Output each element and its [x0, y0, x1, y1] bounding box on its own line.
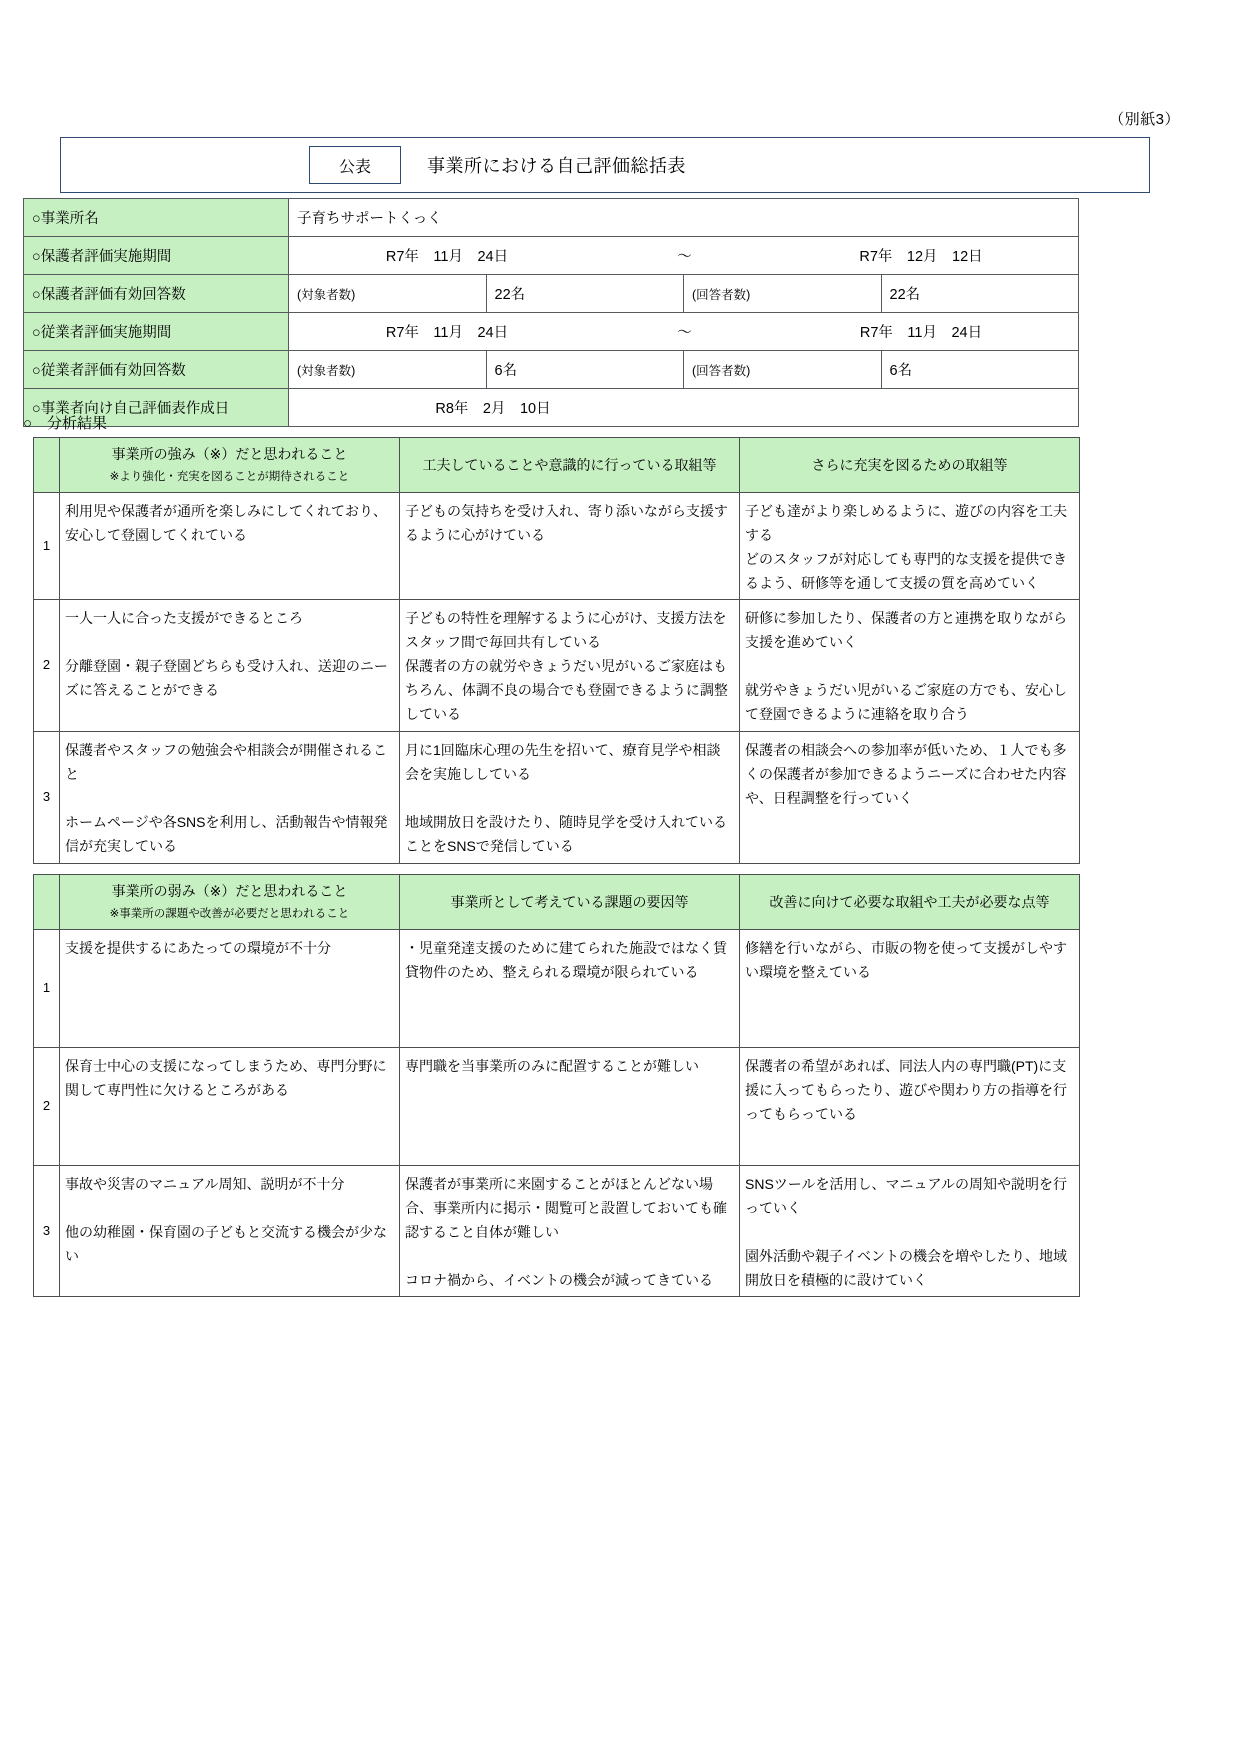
- weaknesses-header-col-c: 改善に向けて必要な取組や工夫が必要な点等: [740, 875, 1080, 930]
- guardian-target-value: 22名: [486, 275, 684, 313]
- info-label-creation-date: ○事業者向け自己評価表作成日: [24, 389, 289, 427]
- weaknesses-text: 保護者が事業所に来園することがほとんどない場合、事業所内に掲示・閲覧可と設置しておいても確認すること自体が難しい: [405, 1175, 727, 1240]
- table-row: [24, 275, 1079, 313]
- weaknesses-cell-cause: [400, 1047, 740, 1165]
- info-value-facility-name: 子育ちサポートくっく: [289, 199, 1079, 237]
- weaknesses-text: ・児童発達支援のために建てられた施設ではなく賃貸物件のため、整えられる環境が限られている: [405, 939, 727, 980]
- strengths-text: 保護者の相談会への参加率が低いため、１人でも多くの保護者が参加できるようニーズに合わせた内容や、日程調整を行っていく: [745, 741, 1067, 806]
- creation-date-value: R8年 2月 10日: [435, 401, 551, 417]
- weaknesses-cell-improvement: [740, 1165, 1080, 1296]
- strengths-cell-efforts: [400, 731, 740, 863]
- analysis-section-label: ○ 分析結果: [23, 415, 108, 432]
- weaknesses-text: 保育士中心の支援になってしまうため、専門分野に関して専門性に欠けるところがある: [65, 1057, 387, 1098]
- strengths-text: 利用児や保護者が通所を楽しみにしてくれており、安心して登園してくれている: [65, 502, 387, 543]
- table-row: [24, 199, 1079, 237]
- weaknesses-text: SNSツールを活用し、マニュアルの周知や説明を行っていく: [745, 1175, 1067, 1216]
- info-label-staff-period: ○従業者評価実施期間: [24, 313, 289, 351]
- weaknesses-header-col-a-sub: ※事業所の課題や改善が必要だと思われること: [109, 908, 350, 921]
- weaknesses-cell-weakness: [60, 1165, 400, 1296]
- strengths-header-col-a-main: 事業所の強み（※）だと思われること: [111, 446, 348, 462]
- table-header-row: [34, 438, 1080, 493]
- weaknesses-cell-improvement: [740, 929, 1080, 1047]
- strengths-text: 研修に参加したり、保護者の方と連携を取りながら支援を進めていく: [745, 610, 1067, 651]
- strengths-text: 一人一人に合った支援ができるところ: [65, 610, 303, 627]
- weaknesses-cell-improvement: [740, 1047, 1080, 1165]
- staff-period-tilde: ～: [677, 325, 692, 341]
- page-title: 事業所における自己評価総括表: [427, 156, 686, 176]
- strengths-table: [33, 437, 1080, 864]
- weaknesses-text: 園外活動や親子イベントの機会を増やしたり、地域開放日を積極的に設けていく: [745, 1248, 1067, 1289]
- strengths-text: 就労やきょうだい児がいるご家庭の方でも、安心して登園できるように連絡を取り合う: [745, 682, 1067, 723]
- info-value-creation-date: [289, 389, 1079, 427]
- strengths-cell-efforts: [400, 600, 740, 731]
- weaknesses-header-col-a-main: 事業所の弱み（※）だと思われること: [111, 883, 348, 899]
- strengths-text: どのスタッフが対応しても専門的な支援を提供できるよう、研修等を通して支援の質を高めていく: [745, 551, 1067, 592]
- strengths-text: 子どもの気持ちを受け入れ、寄り添いながら支援するように心がけている: [405, 502, 728, 543]
- guardian-period-tilde: ～: [677, 249, 692, 265]
- strengths-header-col-c: さらに充実を図るための取組等: [740, 438, 1080, 493]
- weaknesses-text: 支援を提供するにあたっての環境が不十分: [65, 939, 331, 956]
- weaknesses-row-number: 2: [34, 1047, 60, 1165]
- staff-respondent-value: 6名: [881, 351, 1079, 389]
- weaknesses-header-col-a: [60, 875, 400, 930]
- weaknesses-text: 他の幼稚園・保育園の子どもと交流する機会が少ない: [65, 1224, 387, 1265]
- weaknesses-text: 専門職を当事業所のみに配置することが難しい: [405, 1057, 699, 1074]
- strengths-cell-improvements: [740, 731, 1080, 863]
- info-label-facility-name: ○事業所名: [24, 199, 289, 237]
- strengths-text: 月に1回臨床心理の先生を招いて、療育見学や相談会を実施ししている: [405, 741, 721, 782]
- guardian-period-end: R7年 12月 12日: [859, 249, 983, 265]
- title-banner: [60, 137, 1150, 193]
- strengths-header-col-a-sub: ※より強化・充実を図ることが期待されること: [109, 471, 350, 484]
- weaknesses-text: コロナ禍から、イベントの機会が減ってきている: [405, 1272, 713, 1289]
- info-label-guardian-responses: ○保護者評価有効回答数: [24, 275, 289, 313]
- strengths-header-num: [34, 438, 60, 493]
- info-value-staff-period: [289, 313, 1079, 351]
- staff-target-label: (対象者数): [289, 351, 487, 389]
- table-row: [34, 731, 1080, 863]
- strengths-cell-efforts: [400, 492, 740, 599]
- strengths-cell-strength: [60, 731, 400, 863]
- strengths-cell-strength: [60, 600, 400, 731]
- info-label-guardian-period: ○保護者評価実施期間: [24, 237, 289, 275]
- strengths-text: 保護者やスタッフの勉強会や相談会が開催されること: [65, 741, 387, 782]
- strengths-cell-improvements: [740, 492, 1080, 599]
- weaknesses-cell-cause: [400, 1165, 740, 1296]
- weaknesses-row-number: 1: [34, 929, 60, 1047]
- facility-info-table: [23, 198, 1079, 427]
- publication-stamp: 公表: [309, 146, 401, 184]
- strengths-text: 保護者の方の就労やきょうだい児がいるご家庭はもちろん、体調不良の場合でも登園できるように調整している: [405, 658, 728, 723]
- staff-period-end: R7年 11月 24日: [859, 325, 983, 341]
- table-row: [34, 600, 1080, 731]
- guardian-period-start: R7年 11月 24日: [385, 249, 509, 265]
- weaknesses-header-num: [34, 875, 60, 930]
- guardian-respondent-value: 22名: [881, 275, 1079, 313]
- strengths-text: ホームページや各SNSを利用し、活動報告や情報発信が充実している: [65, 813, 388, 854]
- staff-target-value: 6名: [486, 351, 684, 389]
- weaknesses-header-col-b: 事業所として考えている課題の要因等: [400, 875, 740, 930]
- guardian-target-label: (対象者数): [289, 275, 487, 313]
- table-row: [34, 929, 1080, 1047]
- strengths-header-col-a: [60, 438, 400, 493]
- weaknesses-text: 事故や災害のマニュアル周知、説明が不十分: [65, 1175, 345, 1192]
- info-value-guardian-period: [289, 237, 1079, 275]
- strengths-text: 分離登園・親子登園どちらも受け入れ、送迎のニーズに答えることができる: [65, 658, 388, 699]
- weaknesses-table: [33, 874, 1080, 1297]
- table-row: [24, 237, 1079, 275]
- strengths-text: 子ども達がより楽しめるように、遊びの内容を工夫する: [745, 502, 1067, 543]
- strengths-row-number: 1: [34, 492, 60, 599]
- table-row: [34, 1047, 1080, 1165]
- strengths-row-number: 3: [34, 731, 60, 863]
- info-label-staff-responses: ○従業者評価有効回答数: [24, 351, 289, 389]
- table-header-row: [34, 875, 1080, 930]
- weaknesses-text: 保護者の希望があれば、同法人内の専門職(PT)に支援に入ってもらったり、遊びや関わり方の指導を行ってもらっている: [745, 1057, 1067, 1122]
- weaknesses-row-number: 3: [34, 1165, 60, 1296]
- staff-period-start: R7年 11月 24日: [385, 325, 509, 341]
- staff-respondent-label: (回答者数): [684, 351, 882, 389]
- weaknesses-cell-cause: [400, 929, 740, 1047]
- strengths-cell-improvements: [740, 600, 1080, 731]
- weaknesses-cell-weakness: [60, 1047, 400, 1165]
- sheet-note: （別紙3）: [1109, 111, 1180, 128]
- weaknesses-text: 修繕を行いながら、市販の物を使って支援がしやすい環境を整えている: [745, 939, 1067, 980]
- strengths-cell-strength: [60, 492, 400, 599]
- table-row: [34, 1165, 1080, 1296]
- table-row: [24, 389, 1079, 427]
- strengths-text: 地域開放日を設けたり、随時見学を受け入れていることをSNSで発信している: [405, 813, 727, 854]
- table-row: [24, 313, 1079, 351]
- weaknesses-cell-weakness: [60, 929, 400, 1047]
- guardian-respondent-label: (回答者数): [684, 275, 882, 313]
- strengths-row-number: 2: [34, 600, 60, 731]
- table-row: [34, 492, 1080, 599]
- strengths-header-col-b: 工夫していることや意識的に行っている取組等: [400, 438, 740, 493]
- table-row: [24, 351, 1079, 389]
- strengths-text: 子どもの特性を理解するように心がけ、支援方法をスタッフ間で毎回共有している: [405, 610, 727, 651]
